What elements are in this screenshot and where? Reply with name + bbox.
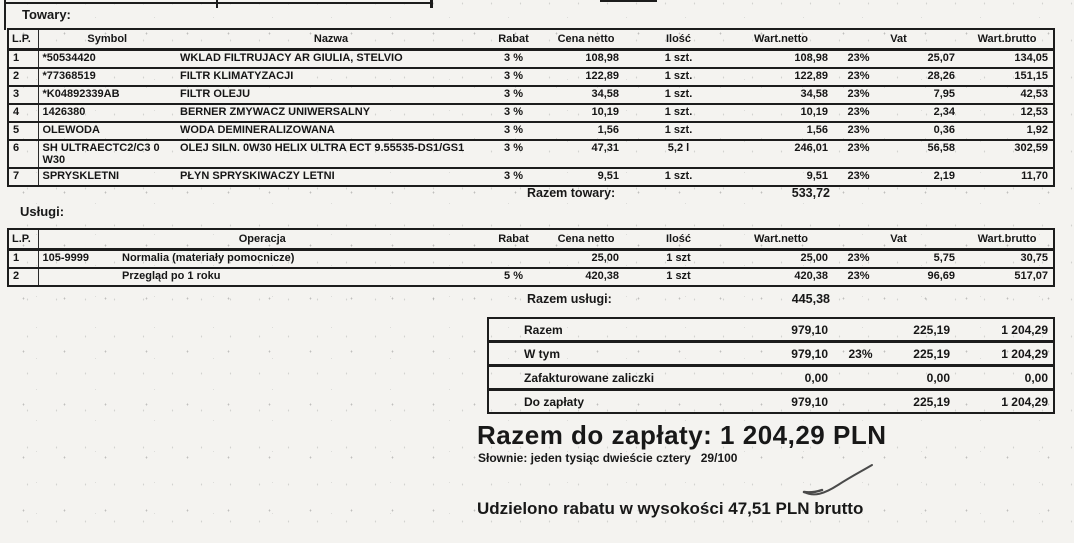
uslugi-total-value: 445,38 xyxy=(791,292,830,306)
cell-wart-brutto: 151,15 xyxy=(961,68,1054,86)
summary-netto: 979,10 xyxy=(791,394,828,409)
cell-vat: 2,34 xyxy=(881,104,961,122)
cell-symbol: SPRYSKLETNI xyxy=(42,170,120,182)
cell-nazwa: WODA DEMINERALIZOWANA xyxy=(176,122,486,140)
towary-total-line xyxy=(527,186,837,200)
cell-ilosc: 1 szt. xyxy=(631,122,726,140)
cell-lp: 1 xyxy=(8,50,38,69)
cell-vat: 2,19 xyxy=(933,170,956,182)
summary-vat: 225,19 xyxy=(913,394,950,409)
cell-nazwa: WKLAD FILTRUJACY AR GIULIA, STELVIO xyxy=(176,50,486,69)
towary-row xyxy=(8,104,1054,122)
cell-nazwa: FILTR OLEJU xyxy=(176,86,486,104)
cell-lp: 7 xyxy=(8,168,38,186)
cell-rabat: 3 % xyxy=(486,68,541,86)
summary-brutto: 0,00 xyxy=(958,366,1054,390)
summary-netto: 0,00 xyxy=(768,366,838,390)
cell-lp: 6 xyxy=(8,140,38,168)
col-header-ilosc: Ilość xyxy=(631,229,726,250)
cell-vat-pct: 23% xyxy=(836,50,881,69)
col-header-rabat: Rabat xyxy=(486,229,541,250)
cell-ilosc: 1 szt. xyxy=(631,104,726,122)
cell-cena-netto: 34,58 xyxy=(541,86,631,104)
summary-vat-pct: 23% xyxy=(838,342,883,366)
cell-cena-netto: 420,38 xyxy=(585,270,619,282)
cell-wart-brutto: 134,05 xyxy=(961,50,1054,69)
cell-symbol: *77368519 xyxy=(38,68,176,86)
cell-kod xyxy=(38,268,118,286)
towary-row xyxy=(8,168,1054,186)
towary-total-label: Razem towary: xyxy=(527,186,616,200)
total-due-text: Razem do zapłaty: 1 204,29 PLN xyxy=(477,420,887,450)
cell-rabat xyxy=(486,250,541,269)
cell-vat-pct: 23% xyxy=(836,140,881,168)
cell-ilosc: 1 szt. xyxy=(631,68,726,86)
summary-label: Razem xyxy=(488,318,768,342)
discount-note: Udzielono rabatu w wysokości 47,51 PLN brutto xyxy=(477,499,864,518)
cell-rabat: 3 % xyxy=(486,86,541,104)
cell-wart-brutto: 42,53 xyxy=(961,86,1054,104)
uslugi-table xyxy=(7,228,1055,287)
cell-wart-brutto: 11,70 xyxy=(1021,170,1049,182)
summary-row xyxy=(488,342,1054,366)
cell-ilosc: 5,2 l xyxy=(631,140,726,168)
summary-brutto: 1 204,29 xyxy=(1001,394,1048,409)
cell-nazwa: OLEJ SILN. 0W30 HELIX ULTRA ECT 9.55535-DS1/GS1 xyxy=(176,140,486,168)
col-header-rabat: Rabat xyxy=(486,29,541,50)
cell-wart-netto: 108,98 xyxy=(726,50,836,69)
uslugi-total-line xyxy=(527,292,837,306)
cell-vat-pct: 23% xyxy=(836,122,881,140)
amount-in-words: Słownie: jeden tysiąc dwieście cztery 29/100 xyxy=(478,451,738,465)
cell-vat-pct: 23% xyxy=(836,250,881,269)
towary-row xyxy=(8,86,1054,104)
col-header-lp: L.P. xyxy=(8,29,38,50)
summary-table xyxy=(487,317,1055,414)
col-header-wart-brutto: Wart.brutto xyxy=(961,229,1054,250)
cell-symbol: *50534420 xyxy=(38,50,176,69)
cell-vat: 7,95 xyxy=(881,86,961,104)
cell-wart-brutto: 12,53 xyxy=(961,104,1054,122)
cell-nazwa: BERNER ZMYWACZ UNIWERSALNY xyxy=(176,104,486,122)
scan-artifact-tick xyxy=(216,0,218,8)
towary-section-label: Towary: xyxy=(22,7,71,22)
cell-lp: 3 xyxy=(8,86,38,104)
cell-vat: 25,07 xyxy=(881,50,961,69)
uslugi-row xyxy=(8,250,1054,269)
summary-row xyxy=(488,390,1054,414)
towary-row xyxy=(8,122,1054,140)
cell-nazwa: FILTR KLIMATYZACJI xyxy=(176,68,486,86)
cell-lp: 2 xyxy=(8,268,38,286)
cell-wart-brutto: 1,92 xyxy=(961,122,1054,140)
summary-label: Zafakturowane zaliczki xyxy=(488,366,768,390)
cell-wart-brutto: 517,07 xyxy=(1014,270,1049,282)
summary-vat-pct xyxy=(838,318,883,342)
col-header-wart-brutto: Wart.brutto xyxy=(961,29,1054,50)
scan-artifact-left-border xyxy=(4,0,6,30)
cell-lp: 1 xyxy=(8,250,38,269)
cell-vat-pct: 23% xyxy=(847,270,870,282)
col-header-wart-netto: Wart.netto xyxy=(726,29,836,50)
cell-operacja: Przegląd po 1 roku xyxy=(122,270,221,282)
cell-lp: 5 xyxy=(8,122,38,140)
cell-wart-netto: 122,89 xyxy=(726,68,836,86)
summary-vat: 225,19 xyxy=(883,342,958,366)
cell-symbol: *K04892339AB xyxy=(38,86,176,104)
cell-ilosc: 1 szt. xyxy=(664,170,693,182)
cell-wart-netto: 34,58 xyxy=(726,86,836,104)
towary-row xyxy=(8,68,1054,86)
towary-total-value: 533,72 xyxy=(791,186,830,200)
summary-vat: 0,00 xyxy=(883,366,958,390)
cell-ilosc: 1 szt. xyxy=(631,86,726,104)
cell-wart-netto: 25,00 xyxy=(726,250,836,269)
cell-lp: 4 xyxy=(8,104,38,122)
col-header-cena-netto: Cena netto xyxy=(541,29,631,50)
cell-cena-netto: 1,56 xyxy=(541,122,631,140)
cell-vat-pct: 23% xyxy=(836,68,881,86)
col-header-vat: Vat xyxy=(836,29,961,50)
cell-symbol: OLEWODA xyxy=(38,122,176,140)
cell-wart-brutto: 302,59 xyxy=(961,140,1054,168)
cell-operacja: Normalia (materiały pomocnicze) xyxy=(118,250,486,269)
cell-rabat: 3 % xyxy=(486,122,541,140)
scan-artifact-line xyxy=(600,0,657,2)
cell-lp: 2 xyxy=(8,68,38,86)
cell-cena-netto: 10,19 xyxy=(541,104,631,122)
cell-vat: 0,36 xyxy=(881,122,961,140)
cell-ilosc: 1 szt xyxy=(666,270,691,282)
cell-vat-pct: 23% xyxy=(836,104,881,122)
cell-rabat: 3 % xyxy=(486,50,541,69)
col-header-vat: Vat xyxy=(836,229,961,250)
uslugi-row xyxy=(8,268,1054,286)
cell-symbol: 1426380 xyxy=(38,104,176,122)
cell-wart-netto: 9,51 xyxy=(806,170,828,182)
cell-cena-netto: 108,98 xyxy=(541,50,631,69)
cell-rabat: 5 % xyxy=(504,270,523,282)
summary-row xyxy=(488,366,1054,390)
cell-vat: 5,75 xyxy=(881,250,961,269)
cell-vat: 56,58 xyxy=(881,140,961,168)
summary-netto: 979,10 xyxy=(768,318,838,342)
summary-row xyxy=(488,318,1054,342)
summary-vat-pct xyxy=(838,390,883,414)
cell-kod: 105-9999 xyxy=(38,250,118,269)
col-header-nazwa: Nazwa xyxy=(176,29,486,50)
cell-vat: 96,69 xyxy=(927,270,956,282)
uslugi-header-row xyxy=(8,229,1054,250)
summary-vat-pct xyxy=(838,366,883,390)
uslugi-total-label: Razem usługi: xyxy=(527,292,612,306)
cell-rabat: 3 % xyxy=(486,140,541,168)
towary-row xyxy=(8,140,1054,168)
cell-cena-netto: 122,89 xyxy=(541,68,631,86)
cell-cena-netto: 25,00 xyxy=(541,250,631,269)
cell-vat-pct: 23% xyxy=(847,170,870,182)
cell-ilosc: 1 szt xyxy=(631,250,726,269)
summary-label: Do zapłaty xyxy=(524,394,585,409)
summary-brutto: 1 204,29 xyxy=(958,342,1054,366)
summary-vat: 225,19 xyxy=(883,318,958,342)
cell-symbol: SH ULTRAECTC2/C3 0 W30 xyxy=(38,140,176,168)
cell-rabat: 3 % xyxy=(504,170,523,182)
summary-netto: 979,10 xyxy=(768,342,838,366)
cell-ilosc: 1 szt. xyxy=(631,50,726,69)
cell-cena-netto: 9,51 xyxy=(597,170,619,182)
col-header-wart-netto: Wart.netto xyxy=(726,229,836,250)
cell-wart-netto: 420,38 xyxy=(794,270,828,282)
scan-artifact-tick xyxy=(430,0,433,8)
col-header-lp: L.P. xyxy=(8,229,38,250)
cell-wart-brutto: 30,75 xyxy=(961,250,1054,269)
cell-vat-pct: 23% xyxy=(836,86,881,104)
scan-artifact-line xyxy=(4,2,432,4)
cell-cena-netto: 47,31 xyxy=(541,140,631,168)
towary-row xyxy=(8,50,1054,69)
col-header-ilosc: Ilość xyxy=(631,29,726,50)
summary-brutto: 1 204,29 xyxy=(958,318,1054,342)
cell-rabat: 3 % xyxy=(486,104,541,122)
pen-mark xyxy=(800,462,890,502)
col-header-cena-netto: Cena netto xyxy=(541,229,631,250)
cell-wart-netto: 246,01 xyxy=(726,140,836,168)
towary-header-row xyxy=(8,29,1054,50)
cell-vat: 28,26 xyxy=(881,68,961,86)
uslugi-section-label: Usługi: xyxy=(20,204,65,219)
summary-label: W tym xyxy=(488,342,768,366)
cell-wart-netto: 1,56 xyxy=(726,122,836,140)
towary-table xyxy=(7,28,1055,187)
cell-nazwa: PŁYN SPRYSKIWACZY LETNI xyxy=(180,170,335,182)
col-header-symbol: Symbol xyxy=(38,29,176,50)
cell-wart-netto: 10,19 xyxy=(726,104,836,122)
col-header-operacja: Operacja xyxy=(38,229,486,250)
